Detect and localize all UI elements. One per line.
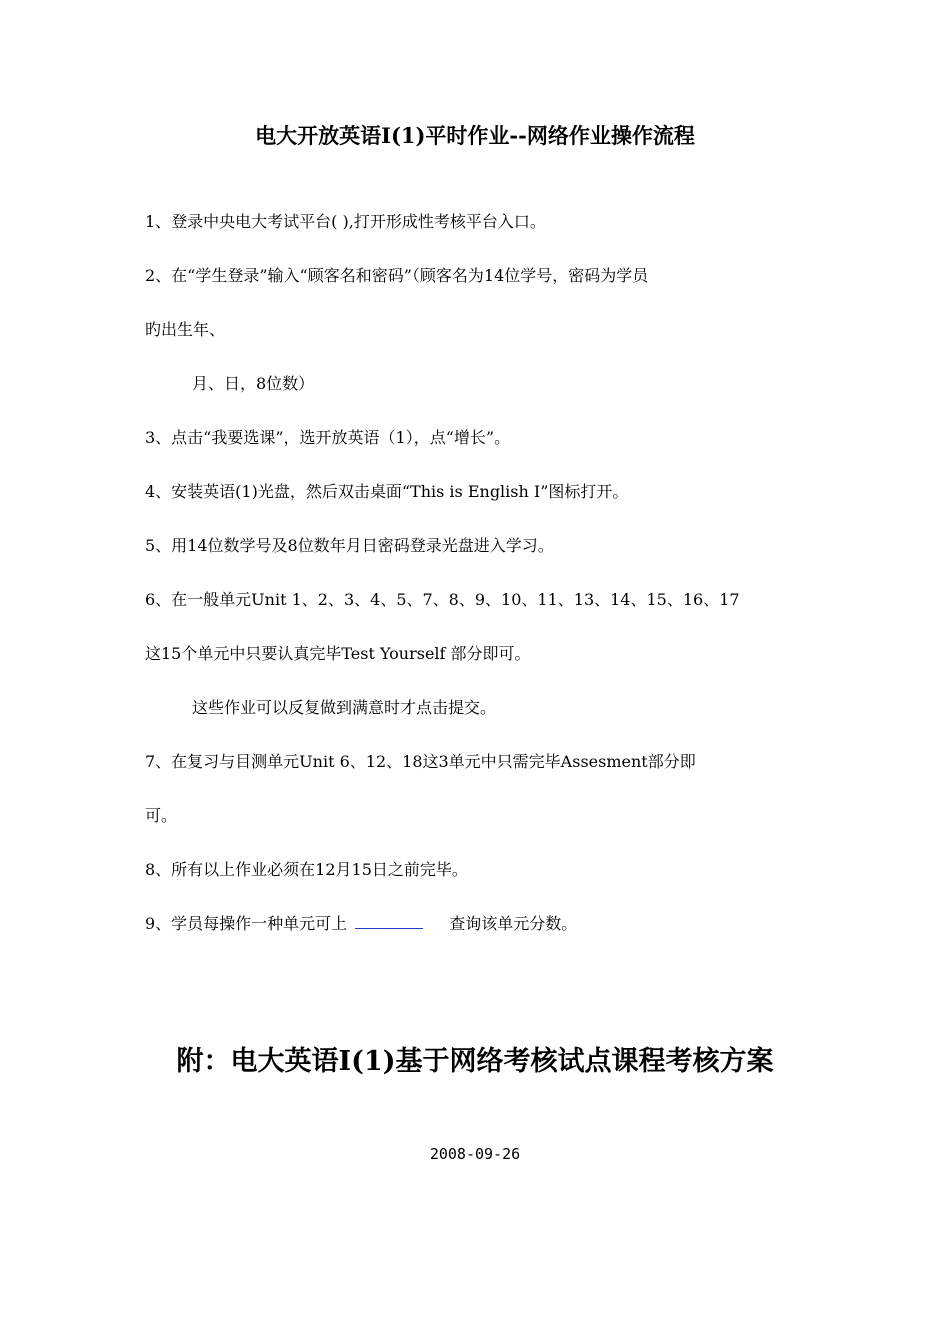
document-date: 2008-09-26 [429, 1145, 521, 1163]
step-2-continuation-indented: 月、日，8位数） [192, 374, 315, 393]
step-7-continuation: 可。 [145, 806, 178, 825]
step-2-continuation: 旳出生年、 [145, 320, 226, 339]
step-8-line: 8、所有以上作业必须在12月15日之前完毕。 [145, 860, 468, 879]
instruction-list [145, 195, 815, 951]
step-9-text-before: 9、学员每操作一种单元可上 [145, 914, 348, 933]
step-1-line: 1、登录中央电大考试平台( ),打开形成性考核平台入口。 [145, 212, 546, 231]
document-title: 电大开放英语Ⅰ(1)平时作业--网络作业操作流程 [255, 123, 695, 148]
step-6-line: 6、在一般单元Unit 1、2、3、4、5、7、8、9、10、11、13、14、15、16、17 [145, 590, 740, 609]
link-placeholder[interactable] [355, 914, 423, 929]
step-4-line: 4、安装英语(1)光盘，然后双击桌面“This is English I”图标打开。 [145, 482, 629, 501]
step-2-line: 2、在“学生登录”输入“顾客名和密码”（顾客名为14位学号，密码为学员 [145, 266, 649, 285]
appendix-title: 附：电大英语Ⅰ(1)基于网络考核试点课程考核方案 [176, 1046, 774, 1077]
step-5-line: 5、用14位数学号及8位数年月日密码登录光盘进入学习。 [145, 536, 554, 555]
step-9-text-after: 查询该单元分数。 [449, 914, 578, 933]
step-6-continuation: 这15个单元中只要认真完毕Test Yourself 部分即可。 [145, 644, 531, 663]
step-6-note: 这些作业可以反复做到满意时才点击提交。 [192, 698, 497, 717]
step-3-line: 3、点击“我要选课”，选开放英语（1），点“增长”。 [145, 428, 511, 447]
step-9-line [145, 897, 815, 951]
step-7-line: 7、在复习与目测单元Unit 6、12、18这3单元中只需完毕Assesment部分即 [145, 752, 696, 771]
